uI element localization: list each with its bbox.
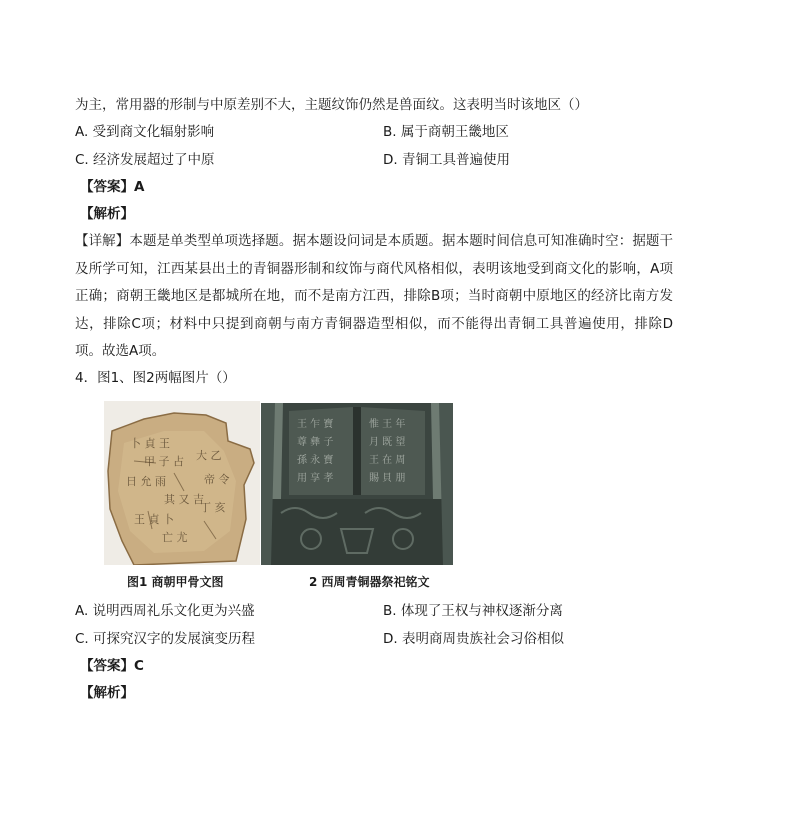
answer-label: 【答案】C xyxy=(80,658,144,674)
svg-text:王 在 周: 王 在 周 xyxy=(369,455,406,466)
svg-text:大 乙: 大 乙 xyxy=(196,449,222,462)
figure-1-caption: 图1 商朝甲骨文图 xyxy=(127,575,224,589)
svg-text:惟 王 年: 惟 王 年 xyxy=(369,419,406,430)
option-d: D. 青铜工具普遍使用 xyxy=(383,152,510,168)
svg-text:丁 亥: 丁 亥 xyxy=(200,501,226,514)
svg-text:尊 彝 子: 尊 彝 子 xyxy=(297,437,334,448)
option-c: C. 可探究汉字的发展演变历程 xyxy=(75,631,256,647)
analysis-label: 【解析】 xyxy=(80,685,134,701)
svg-text:用 享 孝: 用 享 孝 xyxy=(297,473,334,484)
answer-label: 【答案】A xyxy=(80,179,145,195)
svg-text:王 乍 寶: 王 乍 寶 xyxy=(297,419,334,430)
question-stem-continuation: 为主，常用器的形制与中原差别不大，主题纹饰仍然是兽面纹。这表明当时该地区（） xyxy=(75,97,588,113)
svg-text:日 允 雨: 日 允 雨 xyxy=(126,475,166,488)
option-b: B. 属于商朝王畿地区 xyxy=(383,124,509,140)
figure-2-caption: 2 西周青铜器祭祀铭文 xyxy=(309,575,430,589)
option-b: B. 体现了王权与神权逐渐分离 xyxy=(383,603,563,619)
analysis-label: 【解析】 xyxy=(80,206,134,222)
svg-text:孫 永 寶: 孫 永 寶 xyxy=(297,455,334,466)
option-d: D. 表明商周贵族社会习俗相似 xyxy=(383,631,564,647)
svg-text:帝 令: 帝 令 xyxy=(204,473,230,486)
svg-text:月 既 望: 月 既 望 xyxy=(369,437,406,448)
bronze-inscription-image xyxy=(261,403,453,565)
option-c: C. 经济发展超过了中原 xyxy=(75,152,215,168)
question-4-stem: 4．图1、图2两幅图片（） xyxy=(75,370,236,386)
svg-text:其 又 吉: 其 又 吉 xyxy=(164,493,204,506)
svg-text:甲 子 占: 甲 子 占 xyxy=(144,455,184,468)
option-a: A. 受到商文化辐射影响 xyxy=(75,124,215,140)
oracle-bone-image xyxy=(104,401,260,565)
svg-text:卜 貞 王: 卜 貞 王 xyxy=(130,437,170,450)
option-a: A. 说明西周礼乐文化更为兴盛 xyxy=(75,603,255,619)
detailed-explanation: 【详解】本题是单类型单项选择题。据本题设问词是本质题。据本题时间信息可知准确时空：据题干及所学可知，江西某县出土的青铜器形制和纹饰与商代风格相似，表明该地受到商文化的影响，A项正确；商朝王畿地区是都城所在地，而不是南方江西，排除B项；当时商朝中原地区的经济比南方发达，排除C项；材料中只提到商朝与南方青铜器造型相似，而不能得出青铜工具普遍使用，排除D项。故选A项。 xyxy=(75,233,673,360)
svg-text:王 貞 卜: 王 貞 卜 xyxy=(134,513,174,526)
svg-text:亡 尤: 亡 尤 xyxy=(162,531,188,544)
svg-text:賜 貝 朋: 賜 貝 朋 xyxy=(369,473,406,484)
